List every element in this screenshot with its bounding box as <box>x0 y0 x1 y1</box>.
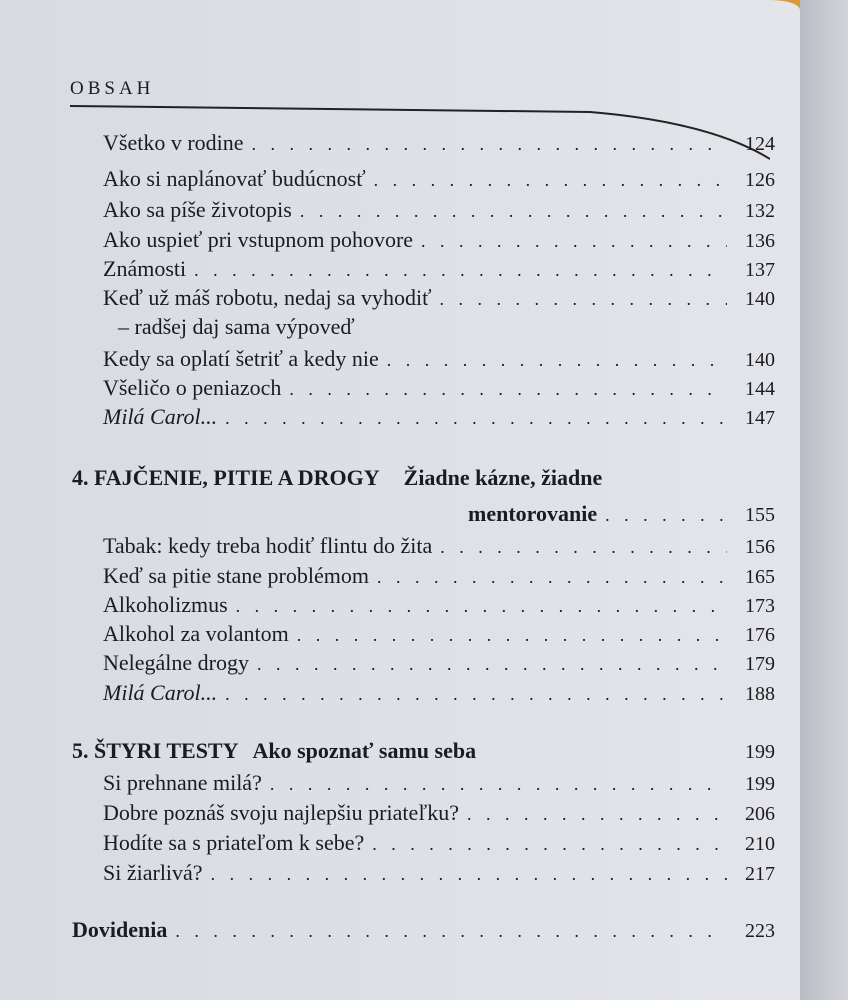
toc-entry: Alkohol za volantom . . . 176 <box>103 621 775 648</box>
toc-entry: Milá Carol... . . . 188 <box>103 680 775 707</box>
toc-entry: Hodíte sa s priateľom k sebe? . . . 210 <box>103 830 775 857</box>
toc-entry: Si žiarlivá? . . . 217 <box>103 860 775 887</box>
section-heading: 5. ŠTYRI TESTY Ako spoznať samu seba 199 <box>72 738 775 763</box>
toc-entry: Alkoholizmus . . . 173 <box>103 592 775 619</box>
toc-entry: Ako uspieť pri vstupnom pohovore . . . 136 <box>103 227 775 254</box>
section-heading: 4. FAJČENIE, PITIE A DROGY Žiadne kázne, žiadne <box>72 465 603 490</box>
toc-entry: Ako sa píše životopis . . . 132 <box>103 197 775 224</box>
toc-entry-continuation: – radšej daj sama výpoveď <box>118 314 355 339</box>
toc-entry: Všetko v rodine . . . 124 <box>103 130 775 157</box>
toc-entry: Keď sa pitie stane problémom . . . 165 <box>103 563 775 590</box>
toc-entry: Kedy sa oplatí šetriť a kedy nie . . . 140 <box>103 346 775 373</box>
section-subtitle: mentorovanie . . . 155 <box>468 501 775 528</box>
toc-entry: Milá Carol... . . . 147 <box>103 404 775 431</box>
toc-entry: Keď už máš robotu, nedaj sa vyhodiť . . . 140 <box>103 285 775 312</box>
toc-entry: Tabak: kedy treba hodiť flintu do žita . . . 156 <box>103 533 775 560</box>
running-header: OBSAH <box>70 78 155 99</box>
toc-closing: Dovidenia . . . 223 <box>72 917 775 944</box>
toc-entry: Nelegálne drogy . . . 179 <box>103 650 775 677</box>
toc-entry: Všeličo o peniazoch . . . 144 <box>103 375 775 402</box>
toc-entry: Známosti . . . 137 <box>103 256 775 283</box>
book-gutter <box>800 0 848 1000</box>
toc-entry: Si prehnane milá? . . . 199 <box>103 770 775 797</box>
toc-entry: Ako si naplánovať budúcnosť . . . 126 <box>103 166 775 193</box>
toc-entry: Dobre poznáš svoju najlepšiu priateľku? . . . 206 <box>103 800 775 827</box>
